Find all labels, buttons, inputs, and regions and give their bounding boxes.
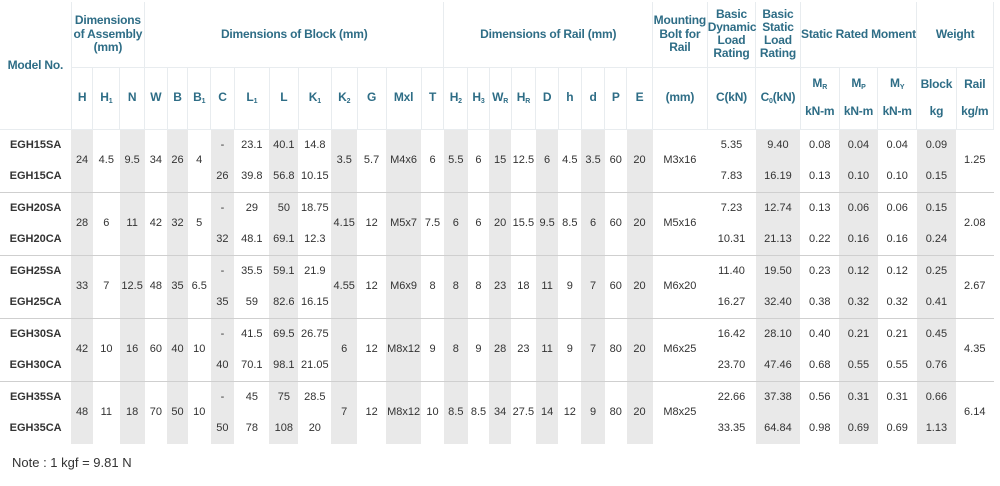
- header-dynamic: Basic Dynamic Load Rating: [707, 2, 756, 67]
- cell-block-weight: 0.41: [917, 287, 956, 319]
- cell-L: 82.6: [269, 287, 298, 319]
- cell-K1: 12.3: [298, 224, 331, 256]
- table-row: [0, 255, 994, 287]
- cell-W: 70: [145, 381, 168, 444]
- cell-MR: 0.98: [800, 413, 839, 444]
- cell-K1: 18.75: [298, 192, 331, 224]
- cell-W: 60: [145, 318, 168, 381]
- cell-P: 60: [605, 255, 627, 318]
- cell-D: 9.5: [536, 192, 559, 255]
- cell-MP: 0.16: [839, 224, 877, 256]
- cell-MY: 0.55: [878, 350, 917, 382]
- cell-MP: 0.21: [839, 318, 877, 350]
- cell-model: EGH15CA: [0, 161, 71, 193]
- cell-L1: 29: [234, 192, 269, 224]
- cell-N: 9.5: [120, 129, 145, 192]
- cell-H1: 10: [93, 318, 120, 381]
- sym-L: L: [269, 67, 298, 129]
- cell-HR: 27.5: [511, 381, 536, 444]
- header-static: Basic Static Load Rating: [756, 2, 800, 67]
- cell-K1: 21.9: [298, 255, 331, 287]
- sym-HR: $H_R$: [511, 67, 536, 129]
- cell-HR: 23: [511, 318, 536, 381]
- cell-L1: 70.1: [234, 350, 269, 382]
- cell-MP: 0.12: [839, 255, 877, 287]
- cell-H3: 9: [468, 318, 490, 381]
- cell-dynamic-rating: 5.35: [707, 129, 756, 161]
- cell-MY: 0.04: [878, 129, 917, 161]
- cell-bolt: M5x16: [653, 192, 708, 255]
- cell-B: 40: [167, 318, 188, 381]
- cell-K1: 10.15: [298, 161, 331, 193]
- cell-WR: 15: [489, 129, 511, 192]
- cell-K2: 7: [331, 381, 357, 444]
- cell-MR: 0.40: [800, 318, 839, 350]
- cell-B: 26: [167, 129, 188, 192]
- cell-MP: 0.55: [839, 350, 877, 382]
- cell-bolt: M8x25: [653, 381, 708, 444]
- sym-P: P: [605, 67, 627, 129]
- cell-WR: 20: [489, 192, 511, 255]
- cell-L1: 35.5: [234, 255, 269, 287]
- cell-MY: 0.32: [878, 287, 917, 319]
- cell-K1: 14.8: [298, 129, 331, 161]
- cell-dynamic-rating: 7.23: [707, 192, 756, 224]
- cell-L1: 23.1: [234, 129, 269, 161]
- cell-d: 3.5: [581, 129, 605, 192]
- header-model-no: Model No.: [0, 2, 71, 129]
- cell-L: 40.1: [269, 129, 298, 161]
- cell-model: EGH35CA: [0, 413, 71, 444]
- cell-N: 16: [120, 318, 145, 381]
- sym-K2: $K_2$: [331, 67, 357, 129]
- cell-block-weight: 0.24: [917, 224, 956, 256]
- cell-MR: 0.08: [800, 129, 839, 161]
- cell-Mxl: M4x6: [386, 129, 421, 192]
- sym-block-kg: Block kg: [917, 67, 956, 129]
- cell-WR: 34: [489, 381, 511, 444]
- cell-model: EGH30CA: [0, 350, 71, 382]
- sym-T: T: [421, 67, 444, 129]
- cell-D: 11: [536, 318, 559, 381]
- cell-static-rating: 37.38: [756, 381, 800, 413]
- sym-N: N: [120, 67, 145, 129]
- cell-MP: 0.69: [839, 413, 877, 444]
- cell-G: 12: [357, 255, 386, 318]
- cell-K1: 28.5: [298, 381, 331, 413]
- cell-B1: 10: [188, 318, 211, 381]
- cell-MY: 0.69: [878, 413, 917, 444]
- cell-model: EGH20CA: [0, 224, 71, 256]
- cell-model: EGH30SA: [0, 318, 71, 350]
- cell-H: 28: [71, 192, 93, 255]
- cell-MY: 0.12: [878, 255, 917, 287]
- cell-G: 5.7: [357, 129, 386, 192]
- cell-N: 11: [120, 192, 145, 255]
- sym-MP: $M_P$ kN-m: [839, 67, 877, 129]
- cell-bolt: M6x25: [653, 318, 708, 381]
- cell-L: 50: [269, 192, 298, 224]
- cell-P: 80: [605, 318, 627, 381]
- header-moment: Static Rated Moment: [800, 2, 917, 67]
- sym-rail-kgm: Rail kg/m: [956, 67, 993, 129]
- cell-MP: 0.32: [839, 287, 877, 319]
- cell-block-weight: 0.76: [917, 350, 956, 382]
- sym-H1: $H_1$: [93, 67, 120, 129]
- cell-model: EGH15SA: [0, 129, 71, 161]
- cell-L: 75: [269, 381, 298, 413]
- cell-H1: 4.5: [93, 129, 120, 192]
- cell-Mxl: M8x12: [386, 318, 421, 381]
- cell-model: EGH35SA: [0, 381, 71, 413]
- cell-Mxl: M6x9: [386, 255, 421, 318]
- cell-H: 24: [71, 129, 93, 192]
- cell-L: 69.5: [269, 318, 298, 350]
- cell-H2: 8.5: [444, 381, 468, 444]
- sym-MY: $M_Y$ kN-m: [878, 67, 917, 129]
- sym-C-kN: C(kN): [707, 67, 756, 129]
- cell-H2: 5.5: [444, 129, 468, 192]
- cell-C: -: [211, 381, 235, 413]
- cell-dynamic-rating: 33.35: [707, 413, 756, 444]
- cell-H2: 8: [444, 318, 468, 381]
- cell-model: EGH25SA: [0, 255, 71, 287]
- cell-L1: 41.5: [234, 318, 269, 350]
- cell-C: 32: [211, 224, 235, 256]
- cell-L1: 45: [234, 381, 269, 413]
- sym-W: W: [145, 67, 168, 129]
- cell-static-rating: 64.84: [756, 413, 800, 444]
- sym-H2: $H_2$: [444, 67, 468, 129]
- cell-d: 7: [581, 318, 605, 381]
- sym-WR: $W_R$: [489, 67, 511, 129]
- cell-H1: 6: [93, 192, 120, 255]
- header-bolt: Mounting Bolt for Rail: [653, 2, 708, 67]
- cell-K1: 20: [298, 413, 331, 444]
- cell-HR: 18: [511, 255, 536, 318]
- cell-L: 98.1: [269, 350, 298, 382]
- cell-h: 12: [558, 381, 581, 444]
- cell-rail-weight: 4.35: [956, 318, 993, 381]
- cell-h: 8.5: [558, 192, 581, 255]
- sym-G: G: [357, 67, 386, 129]
- cell-E: 20: [627, 318, 653, 381]
- cell-H: 42: [71, 318, 93, 381]
- table-row: [0, 318, 994, 350]
- cell-WR: 28: [489, 318, 511, 381]
- sym-h: h: [558, 67, 581, 129]
- cell-E: 20: [627, 129, 653, 192]
- sym-B: B: [167, 67, 188, 129]
- header-block: Dimensions of Block (mm): [145, 2, 444, 67]
- cell-H1: 7: [93, 255, 120, 318]
- cell-D: 6: [536, 129, 559, 192]
- cell-MP: 0.06: [839, 192, 877, 224]
- header-weight: Weight: [917, 2, 994, 67]
- cell-L1: 48.1: [234, 224, 269, 256]
- cell-static-rating: 21.13: [756, 224, 800, 256]
- footnote: Note : 1 kgf = 9.81 N: [12, 455, 132, 470]
- cell-rail-weight: 6.14: [956, 381, 993, 444]
- cell-MP: 0.10: [839, 161, 877, 193]
- cell-H3: 8.5: [468, 381, 490, 444]
- cell-C: -: [211, 192, 235, 224]
- cell-E: 20: [627, 192, 653, 255]
- cell-block-weight: 0.66: [917, 381, 956, 413]
- cell-MP: 0.04: [839, 129, 877, 161]
- cell-C: 40: [211, 350, 235, 382]
- cell-K2: 4.55: [331, 255, 357, 318]
- cell-B: 32: [167, 192, 188, 255]
- cell-bolt: M6x20: [653, 255, 708, 318]
- cell-T: 8: [421, 255, 444, 318]
- cell-MR: 0.68: [800, 350, 839, 382]
- sym-MR: $M_R$ kN-m: [800, 67, 839, 129]
- cell-MR: 0.13: [800, 161, 839, 193]
- cell-d: 7: [581, 255, 605, 318]
- cell-D: 14: [536, 381, 559, 444]
- cell-G: 12: [357, 192, 386, 255]
- sym-C0: $C_0(kN)$: [756, 67, 800, 129]
- cell-dynamic-rating: 7.83: [707, 161, 756, 193]
- cell-E: 20: [627, 255, 653, 318]
- sym-H3: $H_3$: [468, 67, 490, 129]
- cell-P: 60: [605, 129, 627, 192]
- cell-MY: 0.06: [878, 192, 917, 224]
- cell-T: 7.5: [421, 192, 444, 255]
- cell-MY: 0.21: [878, 318, 917, 350]
- cell-C: -: [211, 129, 235, 161]
- cell-W: 42: [145, 192, 168, 255]
- cell-block-weight: 0.09: [917, 129, 956, 161]
- sym-Mxl: Mxl: [386, 67, 421, 129]
- sym-bolt-unit: (mm): [653, 67, 708, 129]
- cell-H3: 8: [468, 255, 490, 318]
- cell-H: 33: [71, 255, 93, 318]
- cell-H1: 11: [93, 381, 120, 444]
- cell-static-rating: 28.10: [756, 318, 800, 350]
- cell-Mxl: M8x12: [386, 381, 421, 444]
- cell-dynamic-rating: 10.31: [707, 224, 756, 256]
- cell-dynamic-rating: 23.70: [707, 350, 756, 382]
- cell-B1: 5: [188, 192, 211, 255]
- cell-rail-weight: 1.25: [956, 129, 993, 192]
- cell-L1: 59: [234, 287, 269, 319]
- cell-d: 6: [581, 192, 605, 255]
- cell-block-weight: 0.15: [917, 192, 956, 224]
- cell-static-rating: 16.19: [756, 161, 800, 193]
- cell-C: 35: [211, 287, 235, 319]
- cell-dynamic-rating: 16.42: [707, 318, 756, 350]
- cell-C: 50: [211, 413, 235, 444]
- cell-dynamic-rating: 11.40: [707, 255, 756, 287]
- table-row: [0, 129, 994, 161]
- cell-H3: 6: [468, 129, 490, 192]
- cell-static-rating: 9.40: [756, 129, 800, 161]
- cell-D: 11: [536, 255, 559, 318]
- cell-Mxl: M5x7: [386, 192, 421, 255]
- header-rail: Dimensions of Rail (mm): [444, 2, 653, 67]
- table-row: [0, 381, 994, 413]
- cell-MY: 0.16: [878, 224, 917, 256]
- cell-K1: 21.05: [298, 350, 331, 382]
- cell-P: 60: [605, 192, 627, 255]
- cell-C: 26: [211, 161, 235, 193]
- spec-table: [0, 2, 994, 444]
- cell-dynamic-rating: 22.66: [707, 381, 756, 413]
- cell-static-rating: 47.46: [756, 350, 800, 382]
- cell-d: 9: [581, 381, 605, 444]
- sym-H: H: [71, 67, 93, 129]
- cell-rail-weight: 2.08: [956, 192, 993, 255]
- sym-D: D: [536, 67, 559, 129]
- cell-block-weight: 0.15: [917, 161, 956, 193]
- cell-h: 4.5: [558, 129, 581, 192]
- cell-model: EGH20SA: [0, 192, 71, 224]
- cell-T: 9: [421, 318, 444, 381]
- cell-model: EGH25CA: [0, 287, 71, 319]
- sym-L1: $L_1$: [234, 67, 269, 129]
- cell-HR: 12.5: [511, 129, 536, 192]
- cell-P: 80: [605, 381, 627, 444]
- cell-B1: 6.5: [188, 255, 211, 318]
- cell-K2: 4.15: [331, 192, 357, 255]
- cell-L1: 39.8: [234, 161, 269, 193]
- cell-MR: 0.22: [800, 224, 839, 256]
- header-assembly: Dimensions of Assembly (mm): [71, 2, 144, 67]
- cell-L: 69.1: [269, 224, 298, 256]
- cell-MP: 0.31: [839, 381, 877, 413]
- sym-d: d: [581, 67, 605, 129]
- cell-block-weight: 1.13: [917, 413, 956, 444]
- cell-C: -: [211, 318, 235, 350]
- sym-E: E: [627, 67, 653, 129]
- cell-H2: 6: [444, 192, 468, 255]
- cell-B1: 10: [188, 381, 211, 444]
- cell-MY: 0.31: [878, 381, 917, 413]
- cell-W: 34: [145, 129, 168, 192]
- sym-C: C: [211, 67, 235, 129]
- sym-K1: $K_1$: [298, 67, 331, 129]
- cell-K2: 3.5: [331, 129, 357, 192]
- cell-T: 6: [421, 129, 444, 192]
- cell-MR: 0.23: [800, 255, 839, 287]
- cell-N: 12.5: [120, 255, 145, 318]
- cell-W: 48: [145, 255, 168, 318]
- cell-dynamic-rating: 16.27: [707, 287, 756, 319]
- cell-WR: 23: [489, 255, 511, 318]
- cell-static-rating: 19.50: [756, 255, 800, 287]
- cell-MR: 0.13: [800, 192, 839, 224]
- cell-bolt: M3x16: [653, 129, 708, 192]
- cell-T: 10: [421, 381, 444, 444]
- cell-H: 48: [71, 381, 93, 444]
- cell-MY: 0.10: [878, 161, 917, 193]
- cell-MR: 0.56: [800, 381, 839, 413]
- cell-MR: 0.38: [800, 287, 839, 319]
- cell-C: -: [211, 255, 235, 287]
- cell-H2: 8: [444, 255, 468, 318]
- cell-N: 18: [120, 381, 145, 444]
- cell-K2: 6: [331, 318, 357, 381]
- cell-block-weight: 0.25: [917, 255, 956, 287]
- cell-L: 56.8: [269, 161, 298, 193]
- cell-E: 20: [627, 381, 653, 444]
- sym-B1: $B_1$: [188, 67, 211, 129]
- cell-L: 108: [269, 413, 298, 444]
- cell-L: 59.1: [269, 255, 298, 287]
- cell-B: 50: [167, 381, 188, 444]
- table-row: [0, 192, 994, 224]
- cell-h: 9: [558, 255, 581, 318]
- cell-HR: 15.5: [511, 192, 536, 255]
- cell-h: 9: [558, 318, 581, 381]
- cell-K1: 16.15: [298, 287, 331, 319]
- cell-L1: 78: [234, 413, 269, 444]
- cell-B1: 4: [188, 129, 211, 192]
- cell-B: 35: [167, 255, 188, 318]
- cell-G: 12: [357, 381, 386, 444]
- cell-K1: 26.75: [298, 318, 331, 350]
- cell-block-weight: 0.45: [917, 318, 956, 350]
- cell-H3: 6: [468, 192, 490, 255]
- cell-static-rating: 12.74: [756, 192, 800, 224]
- cell-G: 12: [357, 318, 386, 381]
- cell-static-rating: 32.40: [756, 287, 800, 319]
- cell-rail-weight: 2.67: [956, 255, 993, 318]
